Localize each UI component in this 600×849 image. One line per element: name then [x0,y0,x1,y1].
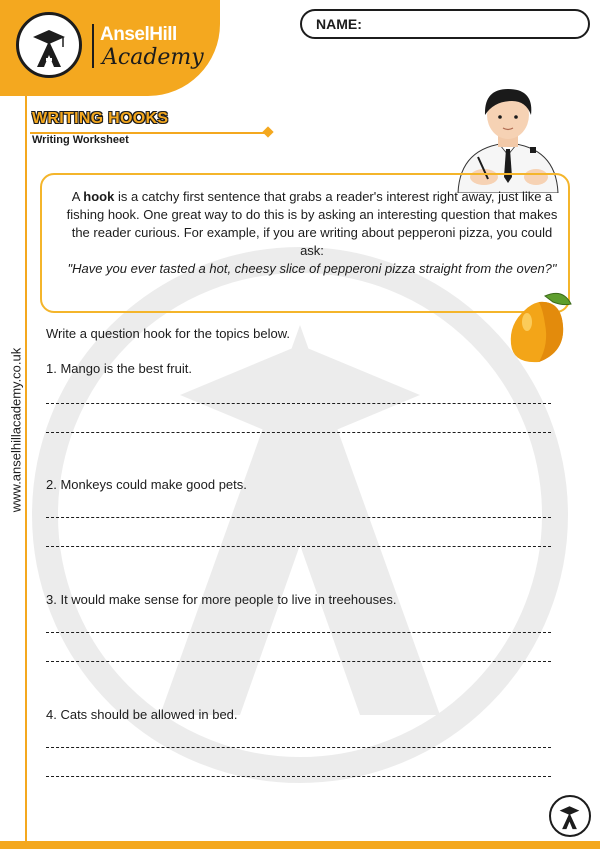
worksheet-title: WRITING HOOKS [32,110,169,127]
answer-line[interactable] [46,747,551,748]
intro-lead: A [71,189,84,204]
brand-sub: Academy [102,45,204,70]
instruction-text: Write a question hook for the topics below. [46,326,291,341]
brand-name: AnselHill [100,24,177,45]
question-item [46,477,556,492]
answer-line[interactable] [46,546,551,547]
intro-text [64,188,560,278]
question-item [46,707,556,722]
footer-logo-icon [549,795,591,837]
name-label: NAME: [316,16,362,32]
question-text: 4. Cats should be allowed in bed. [46,707,238,722]
answer-line[interactable] [46,661,551,662]
question-text: 2. Monkeys could make good pets. [46,477,247,492]
answer-line[interactable] [46,517,551,518]
answer-line[interactable] [46,403,551,404]
intro-keyword: hook [83,189,115,204]
logo-divider [92,24,94,68]
answer-line[interactable] [46,632,551,633]
question-text: 3. It would make sense for more people to live in treehouses. [46,592,397,607]
question-item [46,592,556,607]
answer-line[interactable] [46,432,551,433]
question-item [46,361,556,376]
answer-line[interactable] [46,776,551,777]
academy-logo-icon [16,12,82,78]
footer-strip [0,841,600,849]
worksheet-subtitle: Writing Worksheet [32,134,129,146]
mango-icon [505,290,575,365]
title-diamond [262,126,273,137]
left-margin-rule [25,96,27,849]
intro-example-question: "Have you ever tasted a hot, cheesy slice of pepperoni pizza straight from the oven?" [67,261,557,276]
name-field[interactable] [300,9,590,39]
question-text: 1. Mango is the best fruit. [46,361,192,376]
intro-body: is a catchy first sentence that grabs a reader's interest right away, just like a fishing hook. One great way to do this is by asking an interesting question that makes the reader curious. For example, if you are writing about pepperoni pizza, you could ask: [66,189,558,258]
website-url: www.anselhillacademy.co.uk [8,347,24,513]
